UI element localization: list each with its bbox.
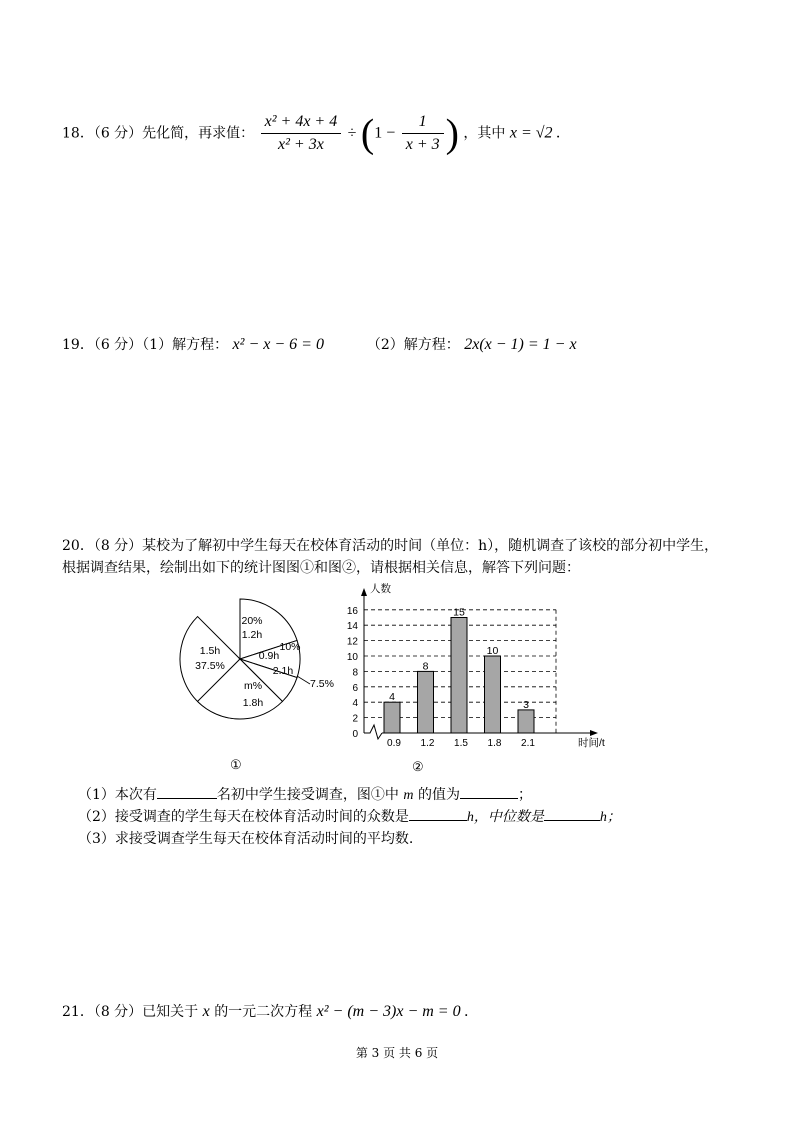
q20-sub2-text-a: （2）接受调查的学生每天在校体育活动时间的众数是 (78, 809, 409, 825)
axis-break (364, 725, 382, 739)
q19-equation-1: x² − x − 6 = 0 (232, 336, 324, 353)
blank-mode[interactable] (409, 806, 467, 821)
q21-mid: 的一元二次方程 (214, 1004, 313, 1020)
blank-m-value[interactable] (460, 784, 518, 799)
q20-sub-1 (78, 784, 532, 807)
q18-left-paren: ( (360, 110, 375, 156)
q21-equation: x² − (m − 3)x − m = 0 . (316, 1003, 469, 1020)
pie-label: 1.8h (242, 697, 264, 709)
pie-label: 10% (279, 641, 301, 653)
q18-one-minus: 1 − (374, 124, 396, 142)
q18-fraction-2 (402, 112, 444, 155)
q19-part2-label: （2）解方程： (366, 337, 460, 353)
question-21 (62, 1002, 469, 1022)
y-tick-label: 4 (352, 698, 358, 710)
q19-label: 19．（6 分）（1）解方程： (62, 337, 229, 353)
blank-count[interactable] (157, 784, 217, 799)
y-axis-label: 人数 (370, 583, 391, 595)
bar-value-label: 8 (422, 660, 429, 673)
pie-label-hours: 2.1h (272, 665, 294, 677)
bar-1.2 (418, 671, 434, 733)
y-tick-label: 2 (352, 713, 358, 725)
pie-label: 0.9h (258, 650, 280, 662)
q21-variable: x (202, 1003, 210, 1020)
figure-2-label: ② (412, 760, 424, 775)
q20-sub1-text-b: 名初中学生接受调查，图①中 (216, 787, 399, 803)
y-tick-label: 8 (352, 667, 358, 679)
q20-sub-2 (78, 806, 621, 829)
q18-right-paren: ) (445, 110, 459, 156)
pie-label-percent: 7.5% (310, 678, 334, 690)
x-axis-arrow (590, 730, 598, 736)
x-tick-label: 2.1 (521, 738, 535, 749)
y-tick-label: 10 (346, 652, 358, 663)
bar-value-label: 15 (453, 606, 465, 619)
q18-label: 18．（6 分）先化简，再求值： (62, 125, 255, 142)
q18-condition: x = √2 . (509, 124, 561, 142)
pie-label: 37.5% (195, 660, 225, 672)
bar-2.1 (518, 710, 534, 733)
q18-frac2-numerator: 1 (402, 112, 444, 134)
q20-sub1-text-a: （1）本次有 (78, 787, 157, 803)
pie-label: 20% (241, 615, 263, 627)
bar-value-label: 4 (389, 691, 395, 704)
q20-sub2-text-b: h，中位数是 (466, 810, 544, 825)
q21-label: 21．（8 分）已知关于 (62, 1004, 199, 1020)
q19-equation-2: 2x(x − 1) = 1 − x (464, 336, 577, 353)
figure-1-label: ① (230, 758, 242, 773)
y-tick-label: 6 (352, 682, 358, 694)
pie-label: 1.5h (199, 645, 221, 657)
q20-sub1-text-c: 的值为 (417, 787, 460, 803)
question-18 (62, 112, 561, 155)
y-tick-label: 16 (346, 605, 358, 617)
q18-frac2-denominator: x + 3 (405, 136, 440, 153)
y-axis-arrow (361, 588, 367, 596)
y-tick-label: 12 (346, 636, 358, 648)
pie-label: 1.2h (241, 629, 263, 641)
q18-fraction-1 (261, 112, 342, 155)
bar-1.8 (485, 656, 501, 733)
question-19 (62, 335, 577, 355)
q20-line-1: 20．（8 分）某校为了解初中学生每天在校体育活动的时间（单位：h），随机调查了该校的部分初中学生， (62, 538, 719, 554)
x-tick-label: 1.5 (454, 738, 468, 749)
page-footer: 第 3 页 共 6 页 (355, 1046, 439, 1060)
x-tick-label: 1.2 (420, 738, 435, 749)
y-tick-label: 14 (346, 621, 358, 633)
q20-sub1-m: m (403, 788, 414, 803)
bar-value-label: 3 (523, 698, 529, 711)
y-tick-label: 0 (352, 729, 358, 740)
x-axis-label: 时间/t (578, 737, 605, 749)
q18-tail: ，其中 (463, 125, 506, 142)
blank-median[interactable] (544, 806, 600, 821)
bar-0.9 (384, 702, 400, 733)
q20-sub2-text-c: h； (599, 810, 621, 825)
q20-sub-3: （3）求接受调查学生每天在校体育活动时间的平均数. (78, 831, 414, 847)
q18-frac1-denominator: x² + 3x (278, 136, 324, 153)
q18-divide: ÷ (347, 124, 357, 142)
q18-frac1-numerator: x² + 4x + 4 (261, 112, 342, 134)
q20-line-2: 根据调查结果，绘制出如下的统计图图①和图②，请根据相关信息，解答下列问题： (62, 560, 580, 576)
q20-sub1-text-d: ； (517, 787, 532, 803)
bar-1.5 (451, 618, 467, 734)
pie-leader-line (297, 676, 310, 684)
bar-chart (338, 580, 622, 752)
pie-label: m% (243, 680, 263, 692)
bar-value-label: 10 (486, 645, 499, 657)
pie-chart (172, 596, 342, 724)
x-tick-label: 1.8 (487, 738, 502, 749)
x-tick-label: 0.9 (387, 738, 401, 749)
